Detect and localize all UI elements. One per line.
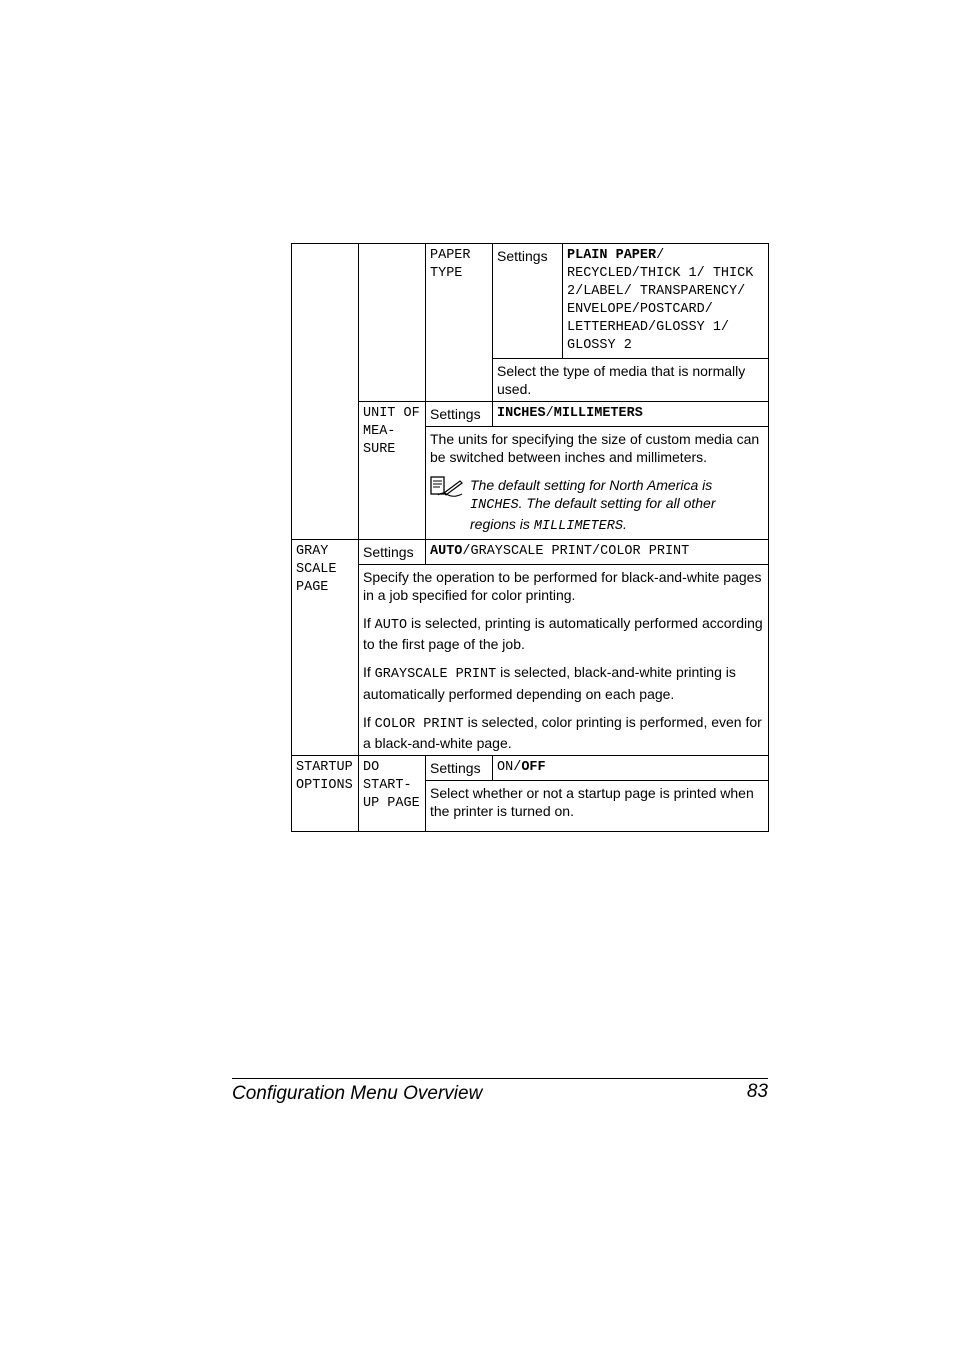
- note: [430, 476, 764, 536]
- unit-values: INCHES/MILLIMETERS: [493, 402, 769, 427]
- paper-type-description: Select the type of media that is normally used.: [493, 359, 769, 402]
- startup-options-menu: STARTUP OPTIONS: [292, 755, 359, 831]
- gray-para-1: Specify the operation to be performed for black-and-white pages in a job specified for color printing.: [363, 569, 762, 603]
- unit-description: [426, 427, 769, 540]
- paper-type-item: PAPER TYPE: [426, 244, 493, 402]
- paper-type-settings-label: Settings: [493, 244, 563, 359]
- unit-settings-label: Settings: [426, 402, 493, 427]
- gray-scale-page-menu: GRAY SCALE PAGE: [292, 540, 359, 756]
- gray-para-3: If GRAYSCALE PRINT is selected, black-and-white printing is automatically performed depending on each page.: [363, 664, 736, 702]
- unit-of-measure-item: UNIT OF MEA- SURE: [359, 402, 426, 540]
- footer-title: Configuration Menu Overview: [232, 1083, 483, 1104]
- footer-rule: [232, 1078, 768, 1079]
- gray-para-4: If COLOR PRINT is selected, color printing is performed, even for a black-and-white page.: [363, 713, 762, 751]
- gray-para-2: If AUTO is selected, printing is automatically performed according to the first page of the job.: [363, 615, 763, 653]
- page-number: 83: [746, 1081, 768, 1102]
- startup-settings-label: Settings: [426, 755, 493, 780]
- startup-values: ON/OFF: [493, 755, 769, 780]
- gray-description: [359, 565, 769, 756]
- unit-description-text: The units for specifying the size of custom media can be switched between inches and millimeters.: [430, 431, 760, 465]
- empty-menu-cell: [292, 244, 359, 540]
- note-pencil-icon: [430, 476, 470, 536]
- paper-type-values: PLAIN PAPER/ RECYCLED/THICK 1/ THICK 2/LABEL/ TRANSPARENCY/ ENVELOPE/POSTCARD/ LETTERHEAD/GLOSSY 1/ GLOSSY 2: [563, 244, 769, 359]
- gray-values: AUTO/GRAYSCALE PRINT/COLOR PRINT: [426, 540, 769, 565]
- gray-settings-label: Settings: [359, 540, 426, 565]
- startup-description: Select whether or not a startup page is printed when the printer is turned on.: [426, 780, 769, 831]
- startup-page-item: DO START- UP PAGE: [359, 755, 426, 831]
- config-menu-table: [291, 243, 769, 832]
- note-text: The default setting for North America is INCHES. The default setting for all other regions is MILLIMETERS.: [470, 477, 716, 534]
- empty-submenu-cell: [359, 244, 426, 402]
